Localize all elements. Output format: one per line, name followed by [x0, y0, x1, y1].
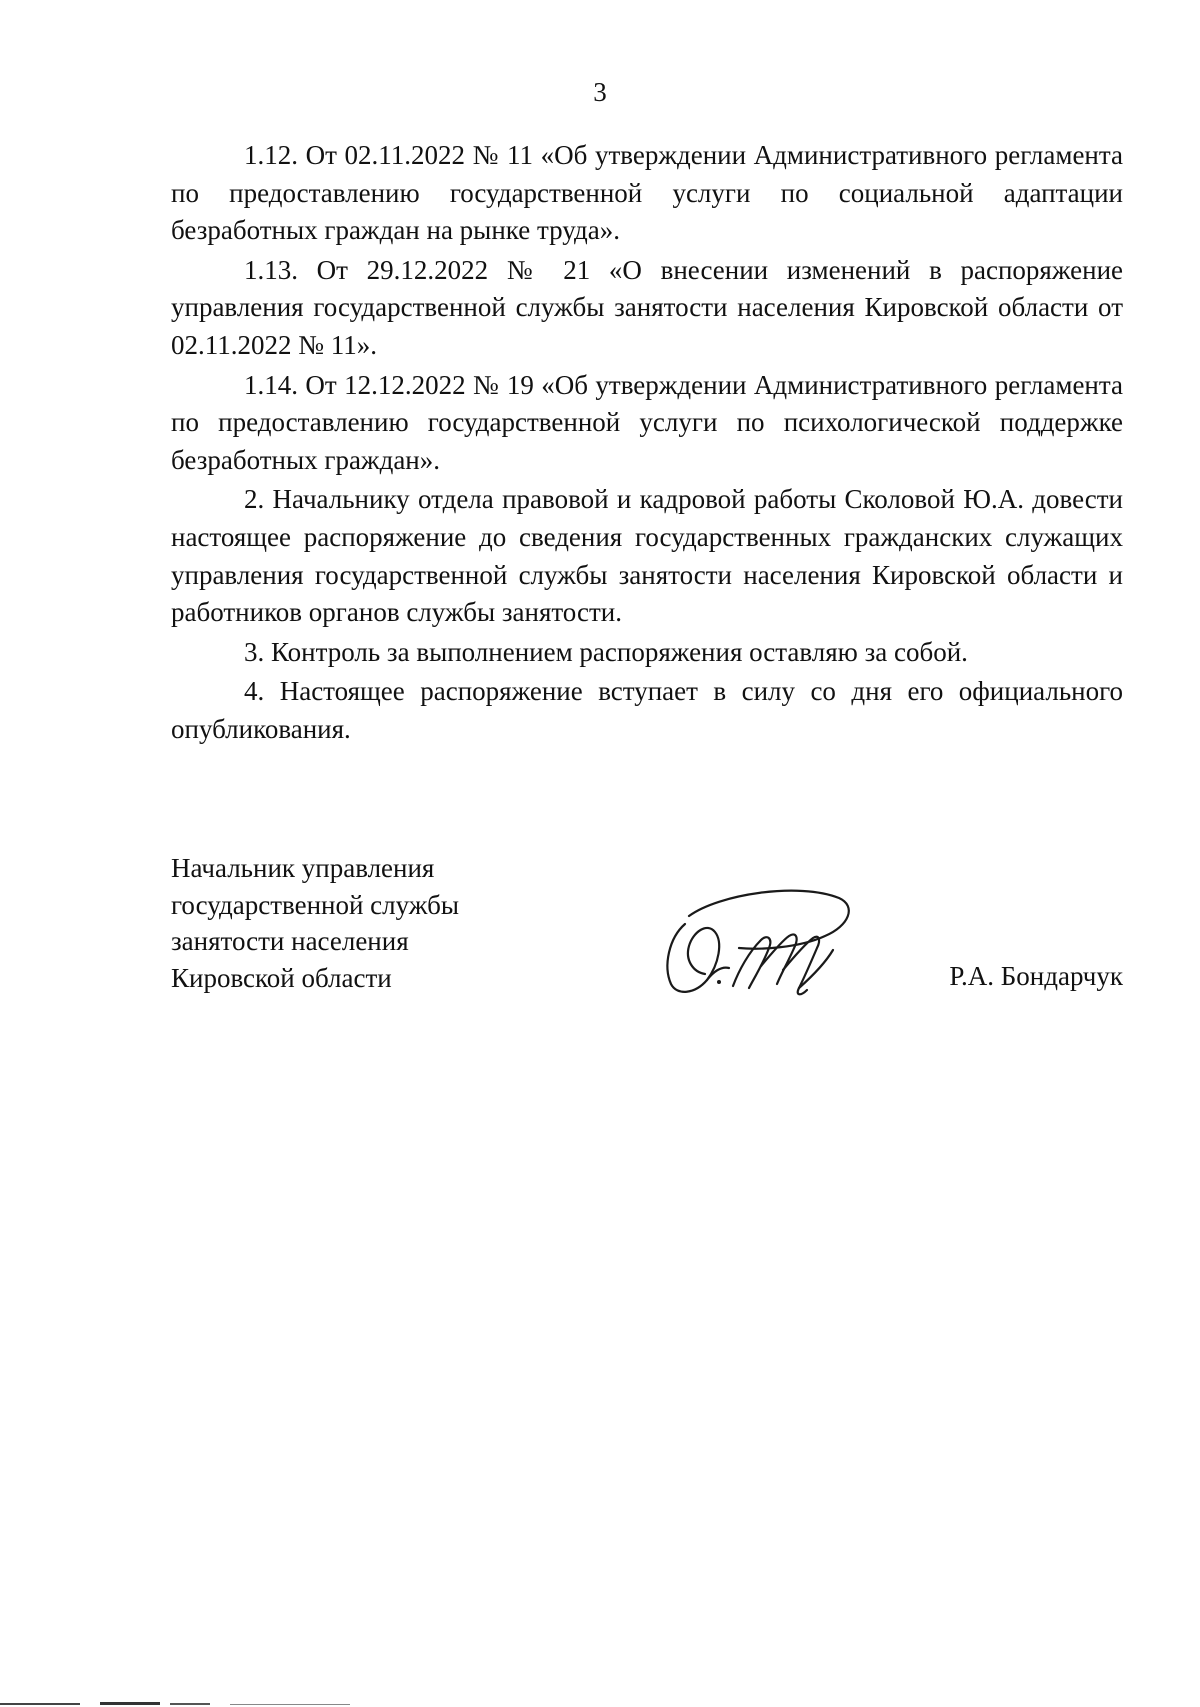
- paragraph-1-14: 1.14. От 12.12.2022 № 19 «Об утверждении Административного регламента по предоставлению государственной услуги по психологической поддержке безработных граждан».: [171, 369, 1123, 475]
- signatory-name: Р.А. Бондарчук: [949, 961, 1123, 991]
- scan-edge-artifact: [0, 1693, 1200, 1707]
- paragraph-1-12: 1.12. От 02.11.2022 № 11 «Об утверждении Административного регламента по предоставлению государственной услуги по социальной адаптации безработных граждан на рынке труда».: [171, 140, 1123, 246]
- document-body: [171, 137, 1123, 751]
- paragraph-2: 2. Начальнику отдела правовой и кадровой работы Сколовой Ю.А. довести настоящее распоряжение до сведения государственных гражданских служащих управления государственной службы занятости населения Кировской области и работников органов службы занятости.: [171, 484, 1123, 628]
- signatory-position-line: Начальник управления: [171, 853, 435, 883]
- signatory-position-line: занятости населения: [171, 926, 409, 956]
- signature-block: [171, 850, 1123, 1000]
- paragraph-1-13: 1.13. От 29.12.2022 № 21 «О внесении изменений в распоряжение управления государственной службы занятости населения Кировской области от 02.11.2022 № 11».: [171, 254, 1123, 360]
- signatory-position-line: государственной службы: [171, 889, 459, 920]
- paragraph-4: 4. Настоящее распоряжение вступает в силу со дня его официального опубликования.: [171, 676, 1123, 744]
- handwritten-signature-icon: [649, 876, 859, 1008]
- signatory-position: [171, 850, 459, 996]
- signatory-position-line: Кировской области: [171, 962, 392, 993]
- page-number: 3: [593, 77, 607, 107]
- paragraph-3: 3. Контроль за выполнением распоряжения оставляю за собой.: [244, 636, 968, 667]
